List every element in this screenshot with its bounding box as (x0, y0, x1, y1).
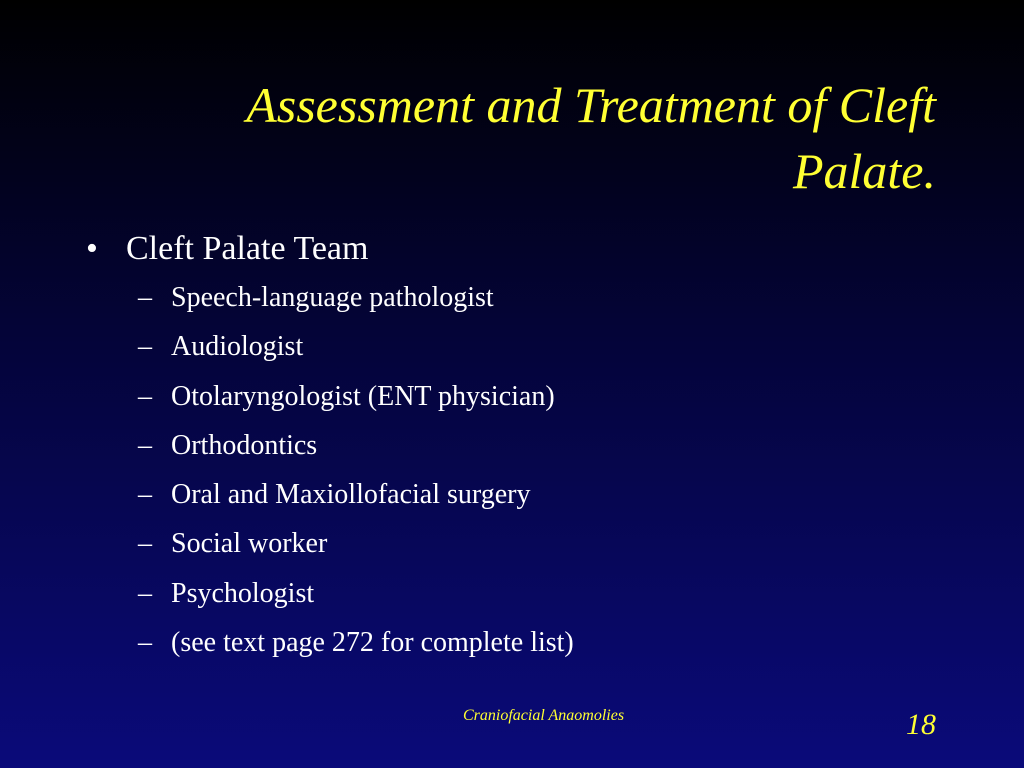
sub-bullet-item (138, 282, 574, 331)
bullet-item (86, 230, 574, 278)
sub-bullet-item (138, 627, 574, 676)
sub-bullet-text: Audiologist (171, 331, 304, 363)
sub-bullet-text: (see text page 272 for complete list) (171, 627, 574, 659)
bullet-list (86, 230, 574, 676)
sub-bullet-item (138, 479, 574, 528)
dash-marker: – (138, 528, 152, 560)
sub-bullet-item (138, 528, 574, 577)
sub-bullet-list (138, 282, 574, 676)
sub-bullet-text: Orthodontics (171, 429, 318, 461)
sub-bullet-text: Speech-language pathologist (171, 282, 494, 313)
slide-title-line-2: Palate. (792, 143, 936, 199)
slide-page-number: 18 (906, 708, 936, 741)
sub-bullet-text: Psychologist (171, 577, 315, 609)
sub-bullet-item (138, 430, 574, 479)
sub-bullet-text: Social worker (171, 528, 328, 560)
sub-bullet-item (138, 578, 574, 627)
dash-marker: – (138, 331, 152, 363)
slide-title (76, 72, 936, 204)
sub-bullet-item (138, 331, 574, 380)
slide-title-line-1: Assessment and Treatment of Cleft (246, 77, 936, 133)
sub-bullet-text: Oral and Maxiollofacial surgery (171, 479, 531, 511)
dash-marker: – (138, 429, 152, 461)
slide-footer: Craniofacial Anaomolies (463, 707, 625, 724)
dash-marker: – (138, 627, 152, 659)
bullet-text: Cleft Palate Team (126, 230, 369, 267)
dash-marker: – (138, 479, 152, 511)
dash-marker: – (138, 380, 152, 412)
bullet-marker: • (86, 230, 98, 267)
dash-marker: – (138, 577, 152, 609)
dash-marker: – (138, 282, 152, 313)
sub-bullet-text: Otolaryngologist (ENT physician) (171, 380, 555, 412)
sub-bullet-item (138, 381, 574, 430)
